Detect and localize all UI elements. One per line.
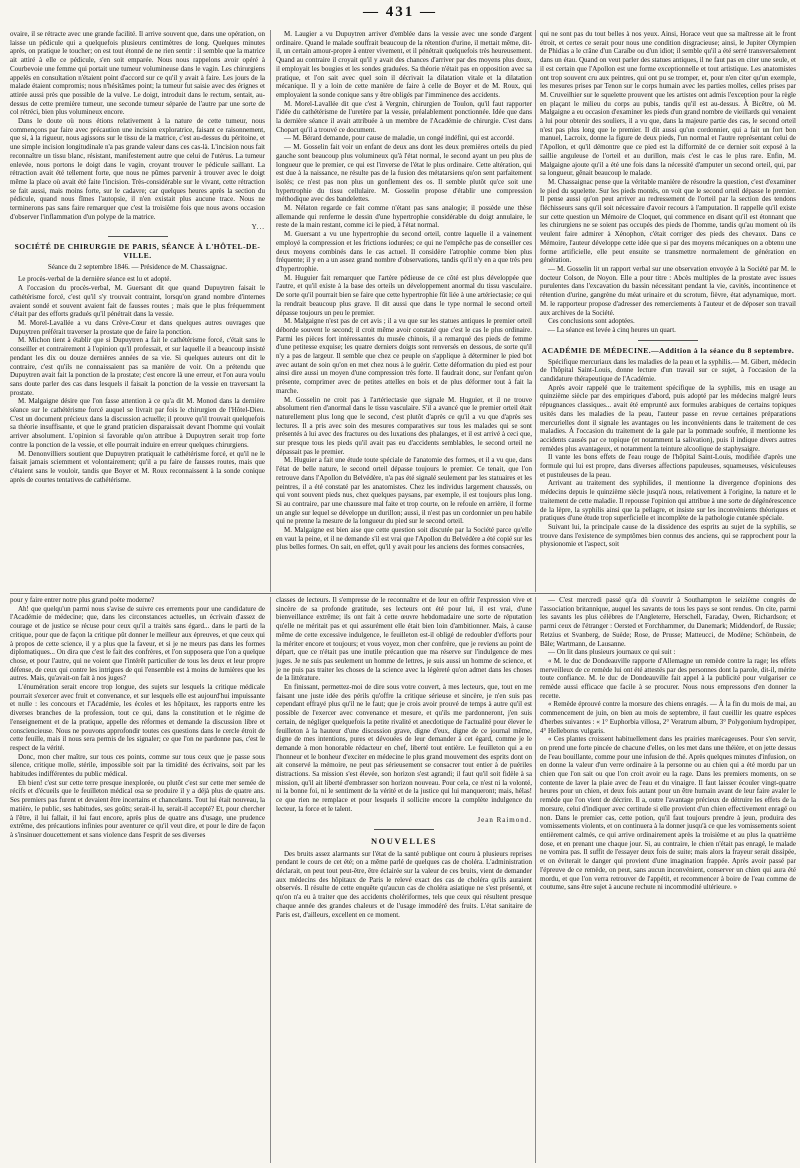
paragraph: En finissant, permettez-moi de dire sous votre couvert, à mes lecteurs, que, tout en me faisant une juste idée des périls qu'offre la critique sérieuse et sincère, je n'en suis pas cependant effrayé plus qu'il ne le faut; que je crois avoir prouvé de temps à autre qu'il est possible de l'exercer avec convenance et mesure, et qu'ils me pardonneront, j'en suis certain, de négliger quelquefois la petite rivalité et anecdotique de l'actualité pour élever le feuilleton à la hauteur d'une discussion grave, digne d'eux, digne de ce journal même, digne de mes intentions, pures et dévouées de leur demander à cet égard, comme je le demande à mon honorable rédacteur en chef, liberté tout entière. Le feuilleton qui a eu l'honneur et le bonheur d'exciter en médecine le plus grand mouvement des esprits dont on ait conservé la mémoire, ne peut pas sérieusement se consacrer tout entier à de puériles distractions. Sa mission s'est élevée, son horizon s'est agrandi; il faut qu'il soit fidèle à sa mission, qu'il ait liberté d'embrasser son horizon nouveau. Pour cela, ce n'est ni la volonté, ni la bonne foi, ni le sentiment de la vérité et de la justice qui lui manqueront; mais, hélas! ce que rien ne remplace et pour lesquels il sollicite encore la complète indulgence du lecteur, la force et le talent. [276, 683, 532, 813]
paragraph: — M. Gosselin lit un rapport verbal sur une observation envoyée à la Société par M. le docteur Colson, de Noyon. Elle a pour titre : Abcès multiples de la prostate avec issues purulentes dans l'excavation du bassin nécessitant pendant la vie, cavités, incontinence et rétention d'urine, gangrène du méat urinaire et du scrotum, fièvre, état adynamique, mort. M. le rapporteur propose d'adresser des remerciements à l'auteur et de déposer son travail aux archives de la Société. [540, 264, 796, 317]
paragraph: — On lit dans plusieurs journaux ce qui suit : [548, 648, 676, 657]
paragraph: M. Laugier a vu Dupuytren arriver d'emblée dans la vessie avec une sonde d'argent ordinaire. Quand le malade souffrait beaucoup de la rétention d'urine, il mettait même, dit-il, un certain amour-propre à entrer vivement, et il pénétrait quelquefois très heureusement. Quand au contraire il croyait qu'il y avait des chances d'arriver par des moyens plus doux, il employait les bougies et les sondes graduées. Sa théorie n'était pas en opposition avec sa pratique, et l'on sait avec quel soin il décrivait la dilatation vitale et la dilatation mécanique. Il y a loin de cette manière de faire à celle de Boyer et de M. Roux, qui employaient la sonde conique sans y être obligés par l'imminence des accidents. [276, 30, 532, 99]
paragraph: « M. le duc de Dondeauville rapporte d'Allemagne un remède contre la rage; les effets merveilleux de ce remède lui ont été attestés par des personnes dont la parole, dit-il, mérite toute confiance. M. le duc de Dondeauville fait appel à la publicité pour vulgariser ce remède aussi efficace que facile à se procurer. Nous nous empressons d'en donner la recette. [540, 656, 796, 700]
column-5 [276, 596, 532, 1162]
paragraph: Eh bien! c'est sur cette terre presque inexplorée, ou plutôt c'est sur cette mer semée de récifs et d'écueils que le feuilleton médical osa se produire il y a déjà plus de quatre ans. Ses premiers pas furent et devaient être incertains et chancelants. Tout lui était nouveau, la matière, le public, ses habitudes, ses goûts; serait-il lu, serait-il accepté? Et, pour chercher à l'être, il lui fallait, il lui faut encore, après plus de quatre ans d'usage, une prudence extrême, des précautions infinies pour aventurer ce qu'il veut dire, et pour le dire de façon à s'insinuer doucettement et sans violence dans l'esprit de ses diverses [10, 778, 265, 839]
paragraph: A l'occasion du procès-verbal, M. Guersant dit que quand Dupuytren faisait le cathétérisme forcé, c'est qu'il s'y trouvait contraint, lorsqu'on grand nombre d'internes avaient sondé et souvent avaient fait de fausses routes ; mais que le plus fréquemment c'était par des efforts gradués qu'il pénétrait dans la vessie. [10, 284, 265, 319]
separator-rule [374, 829, 434, 830]
signature: Y... [251, 223, 265, 232]
paragraph: M. Denonvilliers soutient que Dupuytren pratiquait le cathétérisme forcé, et qu'il ne le faisait jamais sciemment et volontairement; qu'il a pu faire de fausses routes, mais que c'étaient sans le vouloir, tandis que Boyer et M. Roux reconnaissent à la sonde conique après de courtes tentatives de cathétérisme. [10, 449, 265, 484]
paragraph: Il vante les bons effets de l'eau rouge de l'hôpital Saint-Louis, modifiée d'après une formule qui lui est propre, dans diverses affections papuleuses, squameuses, vésiculeuses et pustuleuses de la peau. [540, 453, 796, 479]
session-line: Séance du 2 septembre 1846. — Présidence de M. Chassaignac. [47, 263, 228, 272]
paragraph: — M. Gosselin fait voir un enfant de deux ans dont les deux premières orteils du pied gauche sont beaucoup plus volumineux qu'à l'état normal, le second ayant un peu plus de longueur que le premier, ce qui est l'inverse de l'état le plus ordinaire. Cette altération, qui est due à la naissance, ne résulte pas de la fusion des métatarsiens qu'on sent parfaitement isolés; ce n'est pas non plus un gonflement des os. Il semble plutôt qu'ce soit une hypertrophie du tissu cellulaire. M. Gosselin propose d'établir une compression méthodique avec des bandelettes. [276, 143, 532, 204]
paragraph: Ces conclusions sont adoptées. [548, 317, 635, 326]
feuilleton-rule [10, 593, 796, 594]
column-divider [270, 30, 271, 592]
paragraph: Suivant lui, la principale cause de la dissidence des esprits au sujet de la syphilis, se trouve dans l'existence de symptômes bien connus des anciens, qui se rapprochent pour la physionomie et l'aspect, soit [540, 522, 796, 549]
paragraph: — M. Bérard demande, pour cause de maladie, un congé indéfini, qui est accordé. [284, 134, 515, 143]
column-divider [535, 597, 536, 1163]
separator-rule [108, 236, 168, 237]
paragraph: Spécifique mercuriaux dans les maladies de la peau et la syphilis.— M. Gibert, médecin de l'hôpital Saint-Louis, donne lecture d'un travail sur ce sujet, à l'occasion de la candidature thérapeutique de l'Académie. [540, 357, 796, 384]
paragraph: Ah! que quelqu'un parmi nous s'avise de suivre ces errements pour une candidature de l'Académie de médecine; que, dans les circonstances actuelles, un écrivain d'assez de courage et de justice se récuse pour ceux qu'il a traités sans égard... dans le parti de la critique, pour que de façon la critique pût donner le meilleur aux épreuves, et que ceux qui à propos de cette science, il y a plus que la faveur, et si je ne meurs pas dans les formes diplomatiques... On dira que c'est le fait des confrères, et l'on supposera que l'on a quelque chose, et pour l'autre, qui ne voient que l'intérêt particulier de tous les deux et leur propre défense, de ceux qui contre les intrigues de qui l'ensemble est à moins de lumières que les autres. Mais, qu'avait-on fait à nos juges? [10, 604, 265, 683]
column-divider [270, 597, 271, 1163]
separator-rule [638, 340, 698, 341]
paragraph: Dans le doute où nous étions relativement à la nature de cette tumeur, nous commençons par faire avec précaution une incision exploratrice, faisant ce raisonnement, que si, à la rigueur, nous agissons sur le tissu de la matrice, c'est au-dessus du péritoine, et une simple incision longitudinale n'a pas grande valeur dans ces cas-là. L'incision nous fait reconnaître un tissu blanc, résistant, manifestement autre que celui de l'utérus. La tumeur enlevée, nous portons le doigt dans le vagin, croyant trouver le pédicule saillant. La rétraction avait été tellement forte, que nous ne pûmes parvenir à trouver avec le doigt même la place où avait été faite l'incision. Très-considérable sur le vivant, cette rétraction se fait aussi, mais moins forte, sur le cadavre; car quelques heures après la section du pédicule, quand nous fîmes l'autopsie, il n'en existait plus aucune trace. Nous ne terminerons pas sans faire remarquer que c'est la troisième fois que nous avons occasion d'observer l'inflammation d'un polype de la matrice. [10, 117, 265, 221]
academy-heading: ACADÉMIE DE MÉDECINE.—Addition à la séance du 8 septembre. [541, 345, 795, 355]
paragraph: M. Nélaton regarde ce fait comme n'étant pas sans analogie; il possède une thèse allemande qui renferme le dessin d'une hypertrophie considérable du doigt annulaire, le reste de la main restant, comme ici le pied, à l'état normal. [276, 204, 532, 230]
paragraph: M. Michon tient à établir que si Dupuytren a fait le cathétérisme forcé, c'était sans le conseiller et contrairement à l'opinion qu'il professait, et sur laquelle il a beaucoup insisté pendant les dix ou douze dernières années de sa vie. Si quelques auteurs ont dit le contraire, c'est qu'ils ne connaissaient pas sa manière de voir. On a prétendu que Dupuytren avait fait la ponction de la prostate; c'est encore là une erreur, et l'on aura voulu sans doute parler des cas dans lesquels il faisait la ponction de la vessie en traversant la prostate. [10, 336, 265, 397]
paragraph: ovaire, il se rétracte avec une grande facilité. Il arrive souvent que, dans une opération, on laisse un pédicule qui a quelquefois plusieurs centimètres de long. Quelques minutes après, on pratique le toucher; on est tout étonné de ne rien sentir : il semble que la matrice ait attiré à elle ce pédicule, s'en soit emparée. Nous nous rappelons avoir opéré à Courbevoie une femme qui portait une tumeur volumineuse dans le vagin. Les chirurgiens appelés en consultation n'étaient point d'accord sur ce qu'il y avait à faire. Les jours de la malade étaient compromis; nous n'hésitâmes point; la tumeur fut saisie avec des érignes et attirée aussi près que possible de la vulve. Le doigt, introduit dans le rectum, sentait, au-dessus de cette première tumeur, une seconde tumeur séparée de l'autre par une sorte de col rétréci, bien plus volumineux encore. [10, 30, 265, 117]
paragraph: « Remède éprouvé contre la morsure des chiens enragés. — À la fin du mois de mai, au commencement de juin, on bien au mois de septembre, il faut cueillir les quatre espèces d'herbes suivantes : « 1° Euphorbia villosa, 2° Veratrum album, 3° Polygonium hydropiper, 4° Helleborus vulgaris. [540, 700, 796, 735]
column-3 [540, 30, 796, 592]
paragraph: Des bruits assez alarmants sur l'état de la santé publique ont couru à plusieurs reprises pendant le cours de cet été; on a même parlé de quelques cas de choléra. L'administration déclarait, on peut tout peut-être, être éclairée sur la valeur de ces bruits, vient de demander aux médecins des hôpitaux de Paris le relevé exact des cas de choléra qu'ils auraient observés. Il résulte de cette enquête qu'aucun cas de choléra asiatique ne s'est présenté, et qu'on n'a eu à traiter que des accidents cholériformes, tels que ceux qui résultent presque chaque année des grandes chaleurs et de l'usage immodéré des fruits. L'état sanitaire de Paris est, d'ailleurs, excellent en ce moment. [276, 849, 532, 919]
paragraph: L'énumération serait encore trop longue, des sujets sur lesquels la critique médicale pourrait s'exercer avec fruit et convenance, et sur lesquels elle est aujourd'hui impuissante et nulle : les concours et l'Académie, les écoles et les hôpitaux, les rapports entre les diverses branches de la profession, tout ce qui, dans la constitution et le régime de l'enseignement et de la pratique, appelle des réformes et demande la discussion libre et consciencieuse. Nous ne pouvons approfondir toutes ces questions dans le cercle étroit de cette feuille, mais il nous sera permis de les signaler; ce que l'on ne pardonne pas, c'est le respect de la vérité. [10, 683, 265, 752]
paragraph: — La séance est levée à cinq heures un quart. [548, 325, 676, 334]
paragraph: — C'est mercredi passé qu'a dû s'ouvrir à Southampton le seizième congrès de l'association britannique, auquel les savants de tous les pays se sont rendus. On cite, parmi les savants les plus célèbres de l'Angleterre, Herschell, Faraday, Owen, Richardson; et parmi ceux de l'étranger : Oersted et Forchhammer, du Danemark; Middendorf, de Russie; Retzius et Svanberg, de Suède; Rose, de Prusse; Matteucci, de Modène; Schönbein, de Bâle; Wartmann, de Lausanne. [540, 596, 796, 648]
column-1 [10, 30, 265, 592]
paragraph: M. Huguier a fait une étude toute spéciale de l'anatomie des formes, et il a vu que, dans l'état de belle nature, le second orteil dépasse toujours le premier. Ce tenait, que l'on retrouve dans l'Apollon du Belvédère, n'a pas été signalé seulement par les statuaires et les peintres, il a été constaté par les anatomistes. Chez les individus largement chaussés, ou qui vont souvent pieds nus, chez quelques paysans, par exemple, il est toujours plus long. Si au contraire, par une chaussure mal faite et trop courte, on le refoule en arrière, il forme un angle sur lequel se développe un durillon; aussi, il n'est pas un cordonnier un peu habile qui ne prenne la mesure de la longueur du pied sur le second orteil. [276, 456, 532, 526]
paragraph: M. Guersant a vu une hypertrophie du second orteil, contre laquelle il a vainement employé la compression et les frictions iodurées; ce qui ne l'empêche pas de conseiller ces deux moyens combinés dans le cas actuel. Il considère l'atrophie comme bien plus fréquente; il y en a un assez grand nombre d'observations, tandis qu'il n'y en a que très peu d'hypertrophie. [276, 230, 532, 273]
society-heading: SOCIÉTÉ DE CHIRURGIE DE PARIS, SÉANCE À L'HÔTEL-DE-VILLE. [14, 242, 261, 261]
paragraph: « Ces plantes croissent habituellement dans les prairies marécageuses. Pour s'en servir, on prend une forte pincée de chacune d'elles, on les met dans une théière, et on jette dessus de l'eau bouillante, comme pour une infusion de thé. Après quelques minutes d'infusion, on en donne la valeur d'un verre ordinaire à la personne ou au chien qui a été mordu par un chien que l'on sait ou que l'on croit avoir eu la rage. Dans les premiers moments, on se contente de laver la plaie avec de l'eau et du vinaigre. Il faut laisser écouler vingt-quatre heures pour un chien, et deux fois autant pour un être humain avant de leur faire avaler le remède que l'on vient de décrire. Il a, outre l'avantage précieux de détruire les effets de la morsure, celui d'indiquer avec certitude si elle provient d'un chien effectivement enragé ou non. Dans le premier cas, cette potion, qu'il faut toujours prendre à jeun, produira des vomissements violents, et on continuera à la donner jusqu'à ce que les vomissements soient entièrement calmés, ce qui arrive ordinairement après la troisième et au plus la quatrième dose, et en prenant une chaque jour. Si, au contraire, le chien n'était pas enragé, le malade ne vomira pas. Il suffit de l'essayer deux fois de suite; mais alors la frayeur serait dissipée, et on éviterait le danger qui provient d'une imagination frappée. Après avoir passé par l'épreuve de ce remède, on peut, sans aucun inconvénient, conserver un chien qui aura été mordu, et que l'on verra retrouver de l'appétit, et recommencer à boire de l'eau comme de coutume, sans être sujet à aucune rechute ni incommodité ultérieure. » [540, 735, 796, 892]
news-heading: NOUVELLES [371, 835, 437, 846]
column-divider [535, 30, 536, 592]
paragraph: M. Gosselin ne croit pas à l'artériectasie que signale M. Huguier, et il ne trouve absolument rien d'anormal dans le tissu vasculaire. S'il a avancé que le premier orteil était naturellement plus long que le second, c'est plutôt d'après ce qu'il a vu que d'après ses lectures. Il a pris avec soin des mesures comparatives sur tous les malades qui se sont présentés à lui avec des fractures ou des luxations des phalanges, et il est arrivé à ceci que, sur presque tous les pieds qu'il avait pas eu d'accidents semblables, le second orteil ne dépassait pas le premier. [276, 395, 532, 456]
paragraph: Le procès-verbal de la dernière séance est lu et adopté. [18, 275, 172, 284]
paragraph: classes de lecteurs. Il s'empresse de le reconnaître et de leur en offrir l'expression vive et sincère de sa profonde gratitude, ses lecteurs ont été pour lui, il est vrai, d'une bienveillance extrême; ils ont fait à cette œuvre hebdomadaire une sorte de réputation qu'elle ne méritait pas et qui assurément elle était bien loin d'ambitionner. Mais, à cause même de cette excessive indulgence, le feuilleton est-il obligé de redoubler d'efforts pour la mériter encore et toujours; et vous voyez, mon cher confrère, que je reviens au point de départ, que ce n'était pas une inutile précaution que ma réserve sur l'indulgence de mes juges. Je ne suis pas seulement un homme de lettres, je suis aussi un homme de science, et je ne puis pas traiter les choses de la science avec la légèreté qu'on admet dans les choses de la littérature. [276, 596, 532, 683]
paragraph: M. Malgaigne désire que l'on fasse attention à ce qu'a dit M. Monod dans la dernière séance sur le cathétérisme forcé auquel se livrait par fois le chirurgien de l'Hôtel-Dieu. C'est un document précieux dans la discussion actuelle; il prouve qu'il trouvait quelquefois sa théorie insuffisante, et que le grand praticien disparaissait devant l'homme qui voulait arriver absolument. L'opinion si favorable qu'on attribue à Dupuytren serait trop forte contre la ponction de la vessie, et elle pourrait induire en erreur quelques chirurgiens. [10, 397, 265, 449]
paragraph: M. Morel-Lavallée a vu dans Crève-Cœur et dans quelques autres ouvrages que Dupuytren préférait traverser la prostate que de faire la ponction. [10, 318, 265, 336]
column-4 [10, 596, 265, 1162]
paragraph: qui ne sont pas du tout belles à nos yeux. Ainsi, Horace veut que sa maîtresse ait le front étroit, et certes ce serait pour nous une condition disgracieuse; ainsi, le Jupiter Olympien de Phidias a le crâne d'un Caraïbe ou d'un idiot; il semble qu'il a été serré transversalement dans un étau. Quand on veut parler des statues antiques, il ne faut pas en citer une seule, et il est certain que l'Apollon est une forme exceptionnelle et tout artistique. Les anatomistes ont trop souvent cru aux peintres, qui ont pu se tromper, et, pour n'en citer qu'un exemple, les mesures prises par Tenon sur le corps humain avec les parties molles, celles prises par M. Cruveilhier sur le squelette prouvent que les artistes ont admis l'exception pour la règle en plaçant le milieu du corps au pubis, tandis qu'il est au-dessus. À Bicêtre, où M. Malgaigne a eu occasion d'examiner les pieds d'un grand nombre de vieillards qui venaient à lui pour obtenir des souliers, il a vu que, dans la majeure partie des cas, le second orteil n'est pas plus long que le premier. Il dit aussi qu'un cordonnier, qui a fait un fort bon manuel, Lacroix, donne la figure de deux pieds, l'un normal et l'autre représentant celui de l'Apollon, et qu'il démontre que ce pied est la difformité de ce dernier soit exposé à la saillie anguleuse de l'orteil et au durillon, mais c'est le cas le plus rare. Enfin, M. Malgaigne ajoute qu'il a été une fois dans la nécessité d'amputer un second orteil, qui, par sa longueur, gênait beaucoup le malade. [540, 30, 796, 178]
paragraph: M. Malgaigne est bien aise que cette question soit discutée par la Société parce qu'elle en vaut la peine, et il ne demande s'il est vrai que l'Apollon du Belvédère a été copié sur les plus belles formes. On sait, en effet, qu'il y avait pour les anciens des formes consacrées, [276, 526, 532, 552]
paragraph: Donc, mon cher maître, sur tous ces points, comme sur tous ceux que je passe sous silence, critique molle, stérile, impossible soit par la timidité des écrivains, soit par les habitudes indifférentes du public médical. [10, 752, 265, 779]
paragraph: Arrivant au traitement des syphilides, il mentionne la divergence d'opinions des médecins depuis le quinzième siècle jusqu'à nous, relativement à l'origine, la nature et le traitement de cette maladie. Il repousse l'opinion qui attribue à une sorte de dégénérescence de la lèpre, la syphilis ainsi que la pellagre, et insiste sur les inconvénients théoriques et pratiques d'une étude trop superficielle et incomplète de la pathologie cutanée spéciale. [540, 479, 796, 523]
paragraph: M. Malgaigne n'est pas de cet avis ; il a vu que sur les statues antiques le premier orteil déborde souvent le second; il croit même avoir constaté que c'est le cas le plus ordinaire. Parmi les pièces fort intéressantes du musée chinois, il a remarqué des pieds de femme d'une petitesse exquise; les quatre derniers doigts sont renversés en dessous, de sorte qu'il n'y a pas de largeur. Il semble que chez ce peuple on s'applique à déterminer le pied bot avec autant de soin qu'on en met chez nous à le guérir. Cette déformation du pied est pour ainsi dire aussi un moyen d'une compression très forte. Il faudrait donc, sur l'enfant qu'on présente, comprimer avec de petites attelles en bois et de plus déformer tout à fait la marche. [276, 317, 532, 395]
paragraph: pour y faire entrer notre plus grand poète moderne? [10, 596, 155, 604]
column-6 [540, 596, 796, 1162]
paragraph: M. Morel-Lavallée dit que c'est à Vergnin, chirurgien de Toulon, qu'il faut rapporter l'idée du cathétérisme de l'uretère par la vessie, préalablement ponctionnée. Idée que dans la dernière séance il avait attribuée à un membre de l'Académie de chirurgie. C'est dans Chopart qu'il a trouvé ce document. [276, 99, 532, 134]
signature: Jean Raimond. [477, 815, 532, 824]
paragraph: M. Huguier fait remarquer que l'artère pédieuse de ce côté est plus développée que l'autre, et qu'il existe à la base des orteils un développement anormal du tissu vasculaire. De sorte qu'il pourrait bien se faire que cette hypertrophie fût liée à une artériectasie; ce qui la rendrait beaucoup plus grave. Il dit aussi que dans le type normal le second orteil dépasse toujours un peu le premier. [276, 273, 532, 317]
page-number: — 431 — [363, 4, 437, 20]
paragraph: Après avoir rappelé que le traitement spécifique de la syphilis, mis en usage au quinzième siècle par des empiriques d'abord, puis adopté par les médecins malgré leurs répugnances classiques... avait été emprunté aux formules arabiques de certains topiques usités dans les maladies de la peau, l'auteur passe en revue certaines préparations mercurielles dont il signale les avantages ou les inconvénients dans le traitement de ces maladies. À l'occasion du traitement de la gale par la pommade soufrée, il mentionne les accidents causés par ce topique (et notamment la salivation), puis il indique divers autres remèdes plus avantageux, et notamment la teinture alcoolique de staphysaigre. [540, 383, 796, 453]
paragraph: M. Chassaignac pense que la véritable manière de résoudre la question, c'est d'examiner le pied du squelette. Sur les pieds montés, on voit que le second orteil dépasse le premier. Il pense aussi qu'on peut arriver au redressement de l'orteil par la section des tendons fléchisseurs sans qu'il soit nécessaire d'avoir recours à l'amputation. Il rappelle qu'il existe sur cette question un Mémoire de Cloquet, qui commence en disant qu'il est étonnant que les chirurgiens ne se soient pas occupés des pieds de l'homme, tandis qu'au moment où ils veulent faire admirer à Xénophon, c'était corriger des pieds des chevaux. Dans ce Mémoire, l'auteur développe cette idée que si par des moyens mécaniques on a obtenu une forme artificielle, elle peut ensuite se transmettre normalement de génération en génération. [540, 177, 796, 265]
column-2 [276, 30, 532, 592]
